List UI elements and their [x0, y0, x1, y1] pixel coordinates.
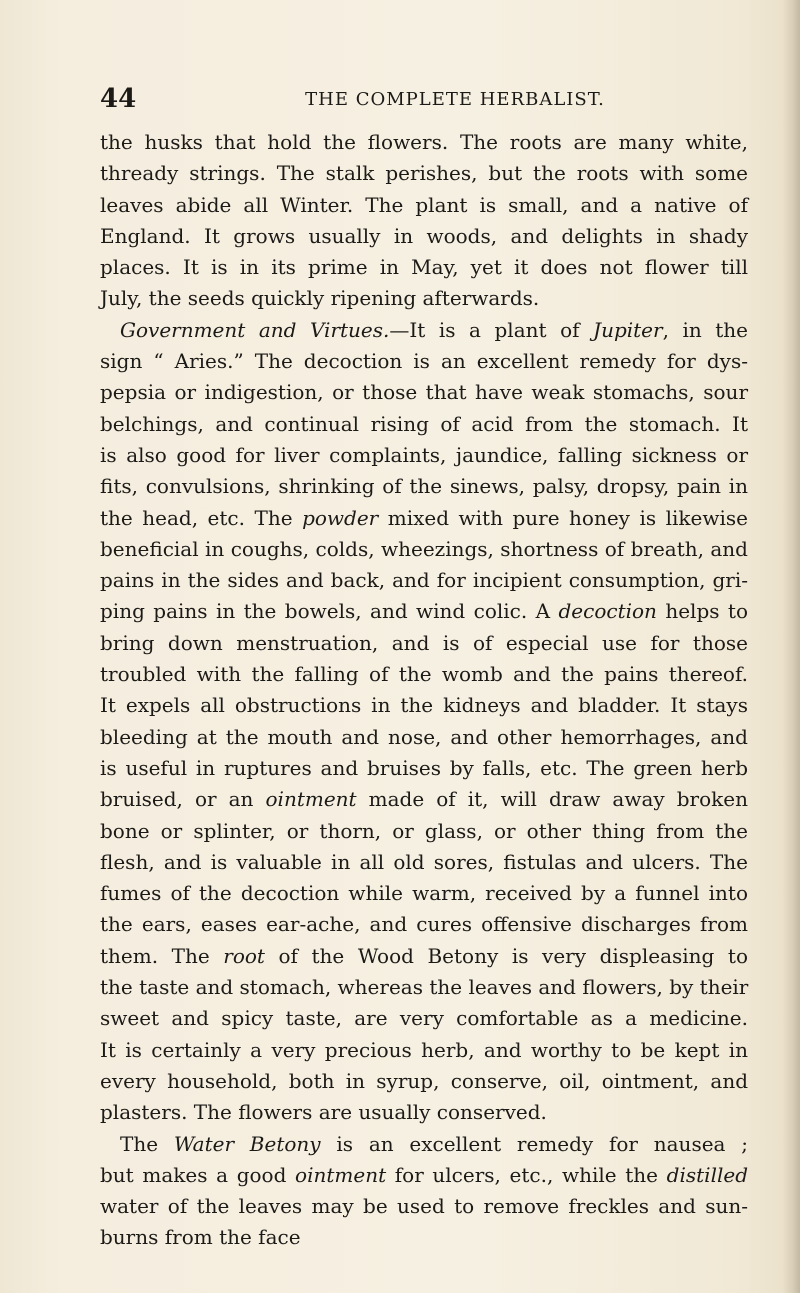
- text-line: ping pains in the bowels, and wind colic. A decoction helps to: [100, 599, 748, 624]
- running-head: THE COMPLETE HERBALIST.: [305, 89, 605, 110]
- text-line: flesh, and is valuable in all old sores, fistulas and ulcers. The: [100, 849, 748, 874]
- text-line: the ears, eases ear-ache, and cures offensive discharges from: [100, 912, 748, 937]
- text-line: sign “ Aries.” The decoction is an excellent remedy for dys-: [100, 349, 748, 374]
- text-line: pains in the sides and back, and for incipient consumption, gri-: [100, 568, 748, 593]
- text-line: plasters. The flowers are usually conserved.: [100, 1100, 547, 1125]
- text-line: bleeding at the mouth and nose, and other hemorrhages, and: [100, 724, 748, 749]
- text-line: burns from the face: [100, 1225, 301, 1250]
- text-line: July, the seeds quickly ripening afterwards.: [100, 286, 540, 311]
- text-line: places. It is in its prime in May, yet it does not flower till: [100, 255, 748, 280]
- text-line: leaves abide all Winter. The plant is small, and a native of: [100, 192, 748, 217]
- text-line: is useful in ruptures and bruises by falls, etc. The green herb: [100, 755, 748, 780]
- body-text: [100, 127, 748, 1254]
- text-line: beneficial in coughs, colds, wheezings, shortness of breath, and: [100, 536, 748, 561]
- text-line: The Water Betony is an excellent remedy for nausea ;: [120, 1131, 748, 1156]
- text-line: is also good for liver complaints, jaundice, falling sickness or: [100, 442, 748, 467]
- text-line: fits, convulsions, shrinking of the sinews, palsy, dropsy, pain in: [100, 474, 748, 499]
- text-line: troubled with the falling of the womb and the pains thereof.: [100, 662, 748, 687]
- page-header: [100, 82, 740, 116]
- text-line: water of the leaves may be used to remove freckles and sun-: [100, 1194, 748, 1219]
- text-line: the husks that hold the flowers. The roots are many white,: [100, 130, 748, 154]
- text-line: the taste and stomach, whereas the leaves and flowers, by their: [100, 975, 749, 1000]
- page-edge-shadow: [782, 0, 800, 1293]
- page-number: 44: [100, 84, 137, 114]
- text-line: them. The root of the Wood Betony is very displeasing to: [100, 943, 748, 968]
- text-line: England. It grows usually in woods, and delights in shady: [100, 223, 748, 248]
- text-line: the head, etc. The powder mixed with pure honey is likewise: [100, 505, 748, 530]
- text-line: every household, both in syrup, conserve, oil, ointment, and: [100, 1068, 748, 1093]
- text-line: It expels all obstructions in the kidneys and bladder. It stays: [100, 693, 748, 718]
- text-line: It is certainly a very precious herb, and worthy to be kept in: [100, 1037, 748, 1062]
- text-line: bruised, or an ointment made of it, will draw away broken: [100, 787, 748, 812]
- text-line: sweet and spicy taste, are very comfortable as a medicine.: [100, 1006, 748, 1031]
- text-line: pepsia or indigestion, or those that have weak stomachs, sour: [100, 380, 748, 405]
- text-line: fumes of the decoction while warm, received by a funnel into: [100, 881, 748, 906]
- text-line: belchings, and continual rising of acid from the stomach. It: [100, 411, 748, 436]
- text-line: bone or splinter, or thorn, or glass, or other thing from the: [100, 818, 748, 843]
- text-line: bring down menstruation, and is of especial use for those: [100, 630, 748, 655]
- text-line: thready strings. The stalk perishes, but the roots with some: [100, 161, 748, 186]
- text-line: Government and Virtues.—It is a plant of Jupiter, in the: [120, 317, 749, 342]
- text-line: but makes a good ointment for ulcers, etc., while the distilled: [100, 1162, 748, 1187]
